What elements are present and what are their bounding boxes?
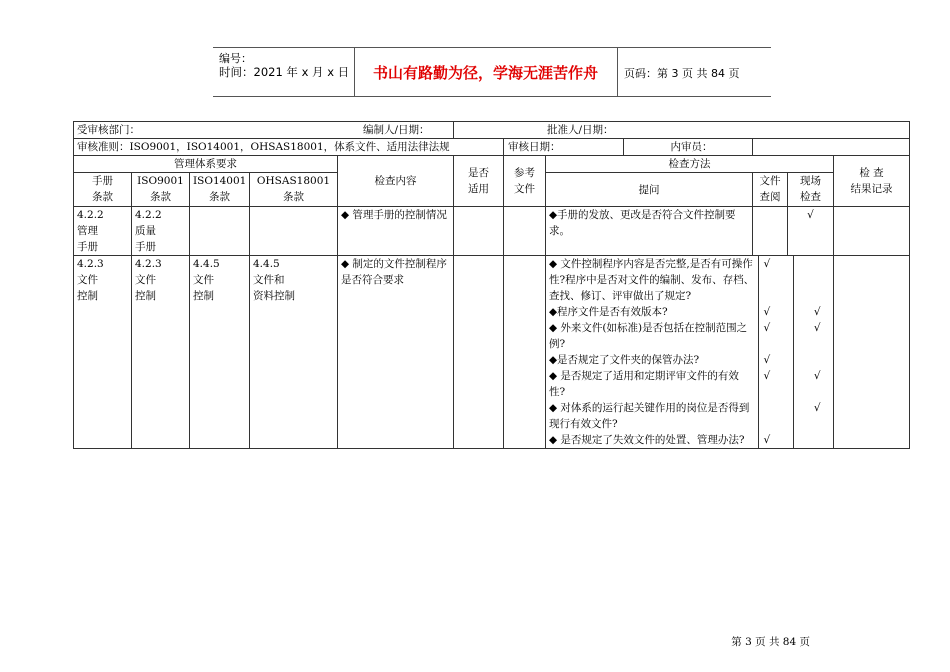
list-item <box>546 256 840 304</box>
manual-clause-header: 手册 条款 <box>74 173 132 207</box>
iso14001-clause-cell: 4.4.5 文件 控制 <box>190 256 250 449</box>
result-record-header-line2: 结果记录 <box>850 183 893 195</box>
list-item <box>546 368 840 400</box>
audit-checklist-table <box>73 121 910 449</box>
reference-doc-cell <box>503 256 545 449</box>
manual-clause-cell: 4.2.2 管理 手册 <box>74 207 132 256</box>
header-divider <box>617 47 618 96</box>
table-header-row <box>74 156 910 173</box>
question-header: 提问 <box>545 173 752 207</box>
site-inspection-header: 现场 检查 <box>787 173 833 207</box>
check-content-cell: ◆ 制定的文件控制程序是否符合要求 <box>338 256 454 449</box>
ohsas18001-clause-cell: 4.4.5 文件和 资料控制 <box>250 256 338 449</box>
applicable-cell <box>453 207 503 256</box>
iso14001-clause-cell <box>190 207 250 256</box>
document-review-mark <box>759 400 794 432</box>
audited-dept-cell <box>74 122 454 139</box>
iso9001-clause-cell: 4.2.3 文件 控制 <box>132 256 190 449</box>
document-review-mark: √ <box>759 256 794 304</box>
header-page-number: 页码：第 3 页 共 84 页 <box>624 67 740 80</box>
question-text: ◆ 文件控制程序内容是否完整,是否有可操作性?程序中是否对文件的编制、发布、存档、查找、修订、评审做出了规定? <box>546 256 759 304</box>
result-record-cell <box>833 256 909 449</box>
iso9001-clause-header: ISO9001 条款 <box>132 173 190 207</box>
document-review-mark: √ <box>759 352 794 368</box>
editor-date-label: 编制人/日期： <box>363 124 430 136</box>
manual-clause-cell: 4.2.3 文件 控制 <box>74 256 132 449</box>
auditor-label: 内审员： <box>624 139 752 155</box>
iso14001-clause-header: ISO14001 条款 <box>190 173 250 207</box>
header-slogan: 书山有路勤为径，学海无涯苦作舟 <box>372 64 598 82</box>
site-inspection-mark: √ <box>813 402 821 414</box>
list-item <box>546 352 840 368</box>
reference-doc-header: 参考 文件 <box>503 156 545 207</box>
question-list <box>546 256 840 448</box>
check-content-header: 检查内容 <box>338 156 454 207</box>
document-review-mark: √ <box>759 368 794 400</box>
applicable-header: 是否 适用 <box>453 156 503 207</box>
document-review-mark: √ <box>759 432 794 448</box>
ohsas18001-clause-cell <box>250 207 338 256</box>
site-inspection-mark: √ <box>813 322 821 334</box>
question-text: ◆ 是否规定了适用和定期评审文件的有效性? <box>546 368 759 400</box>
ohsas18001-clause-header: OHSAS18001 条款 <box>250 173 338 207</box>
document-review-mark: √ <box>759 304 794 320</box>
table-row <box>74 256 910 449</box>
question-text: ◆是否规定了文件夹的保管办法? <box>546 352 759 368</box>
site-inspection-mark: √ <box>787 207 833 256</box>
approver-cell <box>453 122 909 139</box>
check-method-header: 检查方法 <box>545 156 833 173</box>
list-item <box>546 400 840 432</box>
question-text: ◆ 外来文件(如标准)是否包括在控制范围之例? <box>546 320 759 352</box>
applicable-cell <box>453 256 503 449</box>
iso9001-clause-cell: 4.2.2 质量 手册 <box>132 207 190 256</box>
list-item <box>546 320 840 352</box>
document-review-header: 文件 查阅 <box>752 173 787 207</box>
doc-time-label: 时间：2021 年 x 月 x 日 <box>219 65 350 79</box>
header-bottom-rule <box>213 96 771 97</box>
audit-criteria-cell: 审核准则：ISO9001，ISO14001，OHSAS18001，体系文件、适用法律法规 <box>74 139 504 156</box>
reference-doc-cell <box>503 207 545 256</box>
list-item <box>546 304 840 320</box>
document-review-mark <box>752 207 787 256</box>
auditor-sign-cell <box>752 139 909 156</box>
header-top-rule <box>213 47 771 48</box>
list-item <box>546 432 840 448</box>
question-text: ◆程序文件是否有效版本? <box>546 304 759 320</box>
audited-dept-label: 受审核部门： <box>77 124 140 136</box>
footer-page-number: 第 3 页 共 84 页 <box>731 636 810 648</box>
result-record-cell <box>833 207 909 256</box>
question-text: ◆ 是否规定了失效文件的处置、管理办法? <box>546 432 759 448</box>
audit-date-cell <box>503 139 752 156</box>
management-requirements-header: 管理体系要求 <box>74 156 338 173</box>
approver-date-label: 批准人/日期： <box>546 124 614 136</box>
result-record-header-line1: 检 查 <box>859 167 884 179</box>
table-row <box>74 207 910 256</box>
question-group-cell <box>545 256 833 449</box>
check-content-cell: ◆ 管理手册的控制情况 <box>338 207 454 256</box>
table-meta-row <box>74 139 910 156</box>
question-cell: ◆手册的发放、更改是否符合文件控制要求。 <box>545 207 752 256</box>
result-record-header <box>833 156 909 207</box>
document-review-mark: √ <box>759 320 794 352</box>
site-inspection-mark: √ <box>813 306 821 318</box>
table-meta-row <box>74 122 910 139</box>
site-inspection-mark: √ <box>813 370 821 382</box>
doc-code-label: 编号： <box>219 52 252 65</box>
question-text: ◆ 对体系的运行起关键作用的岗位是否得到现行有效文件? <box>546 400 759 432</box>
audit-date-label: 审核日期： <box>507 141 561 153</box>
